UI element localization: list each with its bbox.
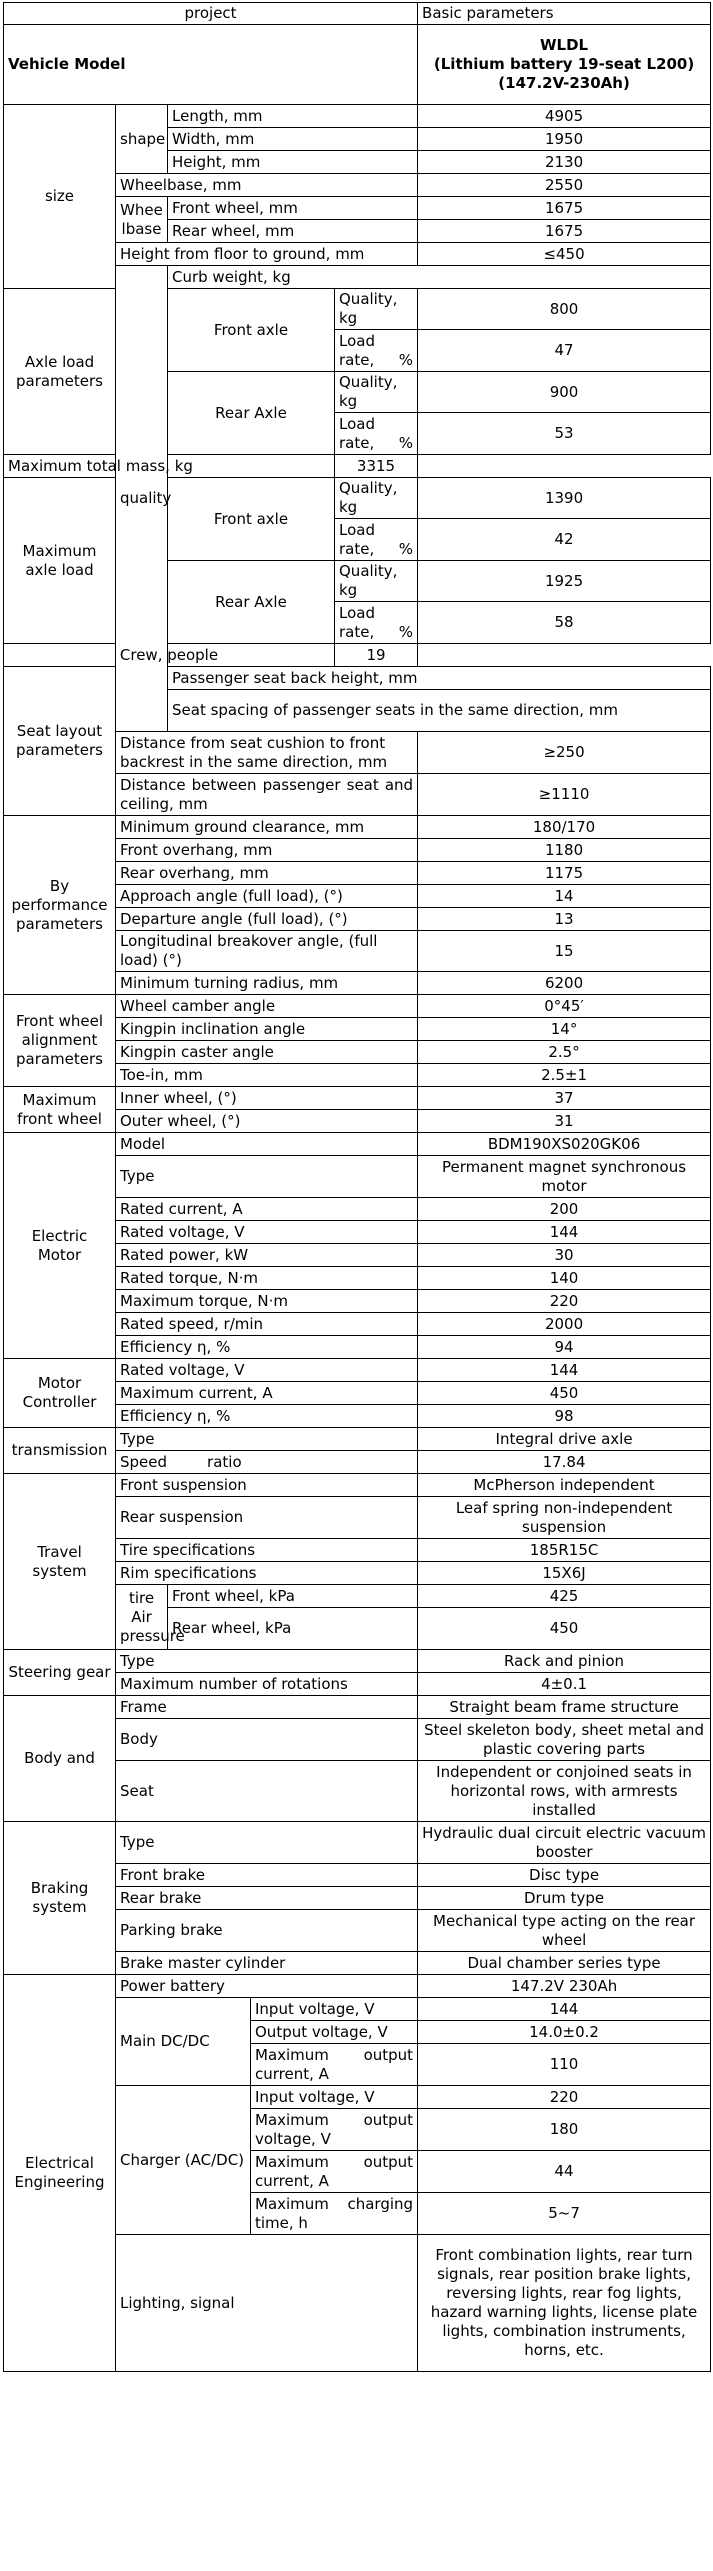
vehicle-model-name: WLDL [539,36,589,54]
rear-wheel-pressure-label: Rear wheel, kPa [168,1608,418,1650]
transmission-type-label: Type [116,1428,418,1451]
front-overhang-value: 1180 [418,839,711,862]
vehicle-model-row [4,25,711,105]
quality-kg-label: Quality, kg [335,289,418,330]
section-size: size [4,105,116,289]
header-project: project [4,3,418,25]
axle-front-quality-value: 800 [418,289,711,330]
size-wheelbase-value: 2550 [418,174,711,197]
breakover-angle-value: 15 [418,931,711,972]
motor-rated-current-label: Rated current, A [116,1198,418,1221]
motor-model-value: BDM190XS020GK06 [418,1133,711,1156]
kingpin-inclination-value: 14° [418,1018,711,1041]
inner-wheel-label: Inner wheel, (°) [116,1087,418,1110]
max-front-quality-value: 1390 [418,478,711,519]
axle-rear-quality-value: 900 [418,372,711,413]
frame-value: Straight beam frame structure [418,1696,711,1719]
motor-efficiency-label: Efficiency η, % [116,1336,418,1359]
departure-angle-label: Departure angle (full load), (°) [116,908,418,931]
charger-max-time-label: Maximum charging time, h [251,2193,418,2235]
controller-efficiency-value: 98 [418,1405,711,1428]
motor-rated-current-value: 200 [418,1198,711,1221]
tire-air-pressure-group: tire Air pressure [116,1585,168,1650]
controller-max-current-value: 450 [418,1382,711,1405]
table-row [4,995,711,1018]
dcdc-input-voltage-value: 144 [418,1998,711,2021]
header-basic-parameters: Basic parameters [418,3,711,25]
motor-max-torque-value: 220 [418,1290,711,1313]
size-shape-group: shape [116,105,168,174]
dcdc-output-voltage-label: Output voltage, V [251,2021,418,2044]
lighting-signal-value: Front combination lights, rear turn signals, rear position brake lights, reversing lights, rear fog lights, hazard warning lights, license plate lights, combination instruments, horns, etc. [418,2235,711,2372]
max-rear-rate-value: 58 [418,602,711,644]
steering-rotations-value: 4±0.1 [418,1673,711,1696]
dcdc-max-current-label: Maximum output current, A [251,2044,418,2086]
body-value: Steel skeleton body, sheet metal and plastic covering parts [418,1719,711,1761]
speed-word: Speed [120,1452,168,1471]
front-overhang-label: Front overhang, mm [116,839,418,862]
motor-rated-voltage-label: Rated voltage, V [116,1221,418,1244]
section-electric-motor: Electric Motor [4,1133,116,1359]
charger-max-current-value: 44 [418,2151,711,2193]
rear-brake-label: Rear brake [116,1887,418,1910]
vehicle-model-label: Vehicle Model [4,25,418,105]
axle-front-label: Front axle [168,289,335,372]
rear-overhang-label: Rear overhang, mm [116,862,418,885]
speed-ratio-label [116,1451,418,1474]
section-max-front-wheel: Maximum front wheel [4,1087,116,1133]
size-floor-height-label: Height from floor to ground, mm [116,243,418,266]
rear-overhang-value: 1175 [418,862,711,885]
section-motor-controller: Motor Controller [4,1359,116,1428]
table-row [4,1474,711,1497]
charger-input-voltage-value: 220 [418,2086,711,2109]
frame-label: Frame [116,1696,418,1719]
axle-front-rate-value: 47 [418,330,711,372]
parking-brake-value: Mechanical type acting on the rear wheel [418,1910,711,1952]
approach-angle-label: Approach angle (full load), (°) [116,885,418,908]
brake-type-value: Hydraulic dual circuit electric vacuum booster [418,1822,711,1864]
rim-spec-value: 15X6J [418,1562,711,1585]
section-braking-system: Braking system [4,1822,116,1975]
axle-rear-rate-value: 53 [418,413,711,455]
parking-brake-label: Parking brake [116,1910,418,1952]
table-row [4,667,711,690]
size-length-label: Length, mm [168,105,418,128]
steering-rotations-label: Maximum number of rotations [116,1673,418,1696]
max-front-rate-value: 42 [418,519,711,561]
axle-rear-label: Rear Axle [168,372,335,455]
departure-angle-value: 13 [418,908,711,931]
crew-value: 19 [335,644,418,667]
table-row [4,644,711,667]
speed-ratio-value: 17.84 [418,1451,711,1474]
power-battery-label: Power battery [116,1975,418,1998]
dcdc-group: Main DC/DC [116,1998,251,2086]
table-row [4,1087,711,1110]
load-rate-label: Load rate, % [335,602,418,644]
quality-kg-label: Quality, kg [335,561,418,602]
brake-master-value: Dual chamber series type [418,1952,711,1975]
size-length-value: 4905 [418,105,711,128]
max-total-mass-label: Maximum total mass, kg [4,455,335,478]
ground-clearance-label: Minimum ground clearance, mm [116,816,418,839]
section-performance: By performance parameters [4,816,116,995]
approach-angle-value: 14 [418,885,711,908]
transmission-type-value: Integral drive axle [418,1428,711,1451]
section-seat-layout: Seat layout parameters [4,667,116,816]
rear-brake-value: Drum type [418,1887,711,1910]
size-rear-wheel-label: Rear wheel, mm [168,220,418,243]
motor-efficiency-value: 94 [418,1336,711,1359]
controller-rated-voltage-value: 144 [418,1359,711,1382]
front-suspension-label: Front suspension [116,1474,418,1497]
seat-back-height-label: Passenger seat back height, mm [168,667,711,690]
dcdc-max-current-value: 110 [418,2044,711,2086]
table-header-row [4,3,711,25]
cushion-backrest-value: ≥250 [418,732,711,774]
size-front-wheel-value: 1675 [418,197,711,220]
kingpin-inclination-label: Kingpin inclination angle [116,1018,418,1041]
size-front-wheel-label: Front wheel, mm [168,197,418,220]
size-wheelbase-label: Wheelbase, mm [116,174,418,197]
table-row [4,1650,711,1673]
table-row [4,1359,711,1382]
size-wheelbase-group: Wheelbase [116,197,168,243]
size-floor-height-value: ≤450 [418,243,711,266]
motor-model-label: Model [116,1133,418,1156]
motor-rated-speed-label: Rated speed, r/min [116,1313,418,1336]
inner-wheel-value: 37 [418,1087,711,1110]
charger-input-voltage-label: Input voltage, V [251,2086,418,2109]
motor-type-label: Type [116,1156,418,1198]
table-row [4,1133,711,1156]
brake-type-label: Type [116,1822,418,1864]
front-wheel-pressure-value: 425 [418,1585,711,1608]
charger-max-time-value: 5~7 [418,2193,711,2235]
vehicle-parameter-table [3,2,711,2372]
quality-kg-label: Quality, kg [335,478,418,519]
toe-in-label: Toe-in, mm [116,1064,418,1087]
seat-ceiling-value: ≥1110 [418,774,711,816]
seat-ceiling-label: Distance between passenger seat and ceiling, mm [116,774,418,816]
load-rate-label: Load rate, % [335,413,418,455]
charger-max-voltage-label: Maximum output voltage, V [251,2109,418,2151]
section-body: Body and [4,1696,116,1822]
cushion-backrest-label: Distance from seat cushion to front backrest in the same direction, mm [116,732,418,774]
vehicle-model-value [418,25,711,105]
charger-group: Charger (AC/DC) [116,2086,251,2235]
load-rate-label: Load rate, % [335,330,418,372]
tire-spec-value: 185R15C [418,1539,711,1562]
motor-type-value: Permanent magnet synchronous motor [418,1156,711,1198]
toe-in-value: 2.5±1 [418,1064,711,1087]
motor-max-torque-label: Maximum torque, N·m [116,1290,418,1313]
section-travel-system: Travel system [4,1474,116,1650]
kingpin-caster-value: 2.5° [418,1041,711,1064]
max-front-axle-label: Front axle [168,478,335,561]
rear-suspension-label: Rear suspension [116,1497,418,1539]
table-row [4,289,711,330]
outer-wheel-value: 31 [418,1110,711,1133]
max-total-mass-value: 3315 [335,455,418,478]
charger-max-current-label: Maximum output current, A [251,2151,418,2193]
seat-value: Independent or conjoined seats in horizontal rows, with armrests installed [418,1761,711,1822]
turning-radius-value: 6200 [418,972,711,995]
load-rate-label: Load rate, % [335,519,418,561]
outer-wheel-label: Outer wheel, (°) [116,1110,418,1133]
power-battery-value: 147.2V 230Ah [418,1975,711,1998]
table-row [4,455,711,478]
rear-wheel-pressure-value: 450 [418,1608,711,1650]
vehicle-model-capacity: (147.2V-230Ah) [498,74,630,92]
table-row [4,1822,711,1864]
body-label: Body [116,1719,418,1761]
kingpin-caster-label: Kingpin caster angle [116,1041,418,1064]
ratio-word: ratio [207,1452,242,1471]
motor-rated-power-label: Rated power, kW [116,1244,418,1267]
motor-rated-torque-label: Rated torque, N·m [116,1267,418,1290]
dcdc-output-voltage-value: 14.0±0.2 [418,2021,711,2044]
front-brake-label: Front brake [116,1864,418,1887]
rear-suspension-value: Leaf spring non-independent suspension [418,1497,711,1539]
max-rear-axle-label: Rear Axle [168,561,335,644]
size-width-label: Width, mm [168,128,418,151]
size-width-value: 1950 [418,128,711,151]
ground-clearance-value: 180/170 [418,816,711,839]
turning-radius-label: Minimum turning radius, mm [116,972,418,995]
steering-type-label: Type [116,1650,418,1673]
motor-rated-torque-value: 140 [418,1267,711,1290]
lighting-signal-label: Lighting, signal [116,2235,418,2372]
tire-spec-label: Tire specifications [116,1539,418,1562]
breakover-angle-label: Longitudinal breakover angle, (full load) (°) [116,931,418,972]
quality-kg-label: Quality, kg [335,372,418,413]
front-wheel-pressure-label: Front wheel, kPa [168,1585,418,1608]
table-row [4,1696,711,1719]
motor-rated-power-value: 30 [418,1244,711,1267]
controller-max-current-label: Maximum current, A [116,1382,418,1405]
section-electrical-engineering: Electrical Engineering [4,1975,116,2372]
camber-angle-label: Wheel camber angle [116,995,418,1018]
size-height-label: Height, mm [168,151,418,174]
seat-spacing-label: Seat spacing of passenger seats in the same direction, mm [168,690,711,732]
motor-rated-speed-value: 2000 [418,1313,711,1336]
front-brake-value: Disc type [418,1864,711,1887]
table-row [4,816,711,839]
camber-angle-value: 0°45′ [418,995,711,1018]
dcdc-input-voltage-label: Input voltage, V [251,1998,418,2021]
controller-rated-voltage-label: Rated voltage, V [116,1359,418,1382]
steering-type-value: Rack and pinion [418,1650,711,1673]
table-row [4,478,711,519]
brake-master-label: Brake master cylinder [116,1952,418,1975]
curb-weight-label: Curb weight, kg [168,266,711,289]
seat-label: Seat [116,1761,418,1822]
section-transmission: transmission [4,1428,116,1474]
axle-load-group: Axle load parameters [4,289,116,455]
max-axle-load-group: Maximum axle load [4,478,116,644]
section-steering-gear: Steering gear [4,1650,116,1696]
max-rear-quality-value: 1925 [418,561,711,602]
controller-efficiency-label: Efficiency η, % [116,1405,418,1428]
size-rear-wheel-value: 1675 [418,220,711,243]
section-alignment: Front wheel alignment parameters [4,995,116,1087]
charger-max-voltage-value: 180 [418,2109,711,2151]
table-row [4,1975,711,1998]
rim-spec-label: Rim specifications [116,1562,418,1585]
motor-rated-voltage-value: 144 [418,1221,711,1244]
table-row [4,105,711,128]
front-suspension-value: McPherson independent [418,1474,711,1497]
vehicle-model-battery: (Lithium battery 19-seat L200) [433,55,695,73]
size-height-value: 2130 [418,151,711,174]
crew-label: Crew, people [4,644,335,667]
section-quality: quality [116,266,168,732]
table-row [4,1428,711,1451]
